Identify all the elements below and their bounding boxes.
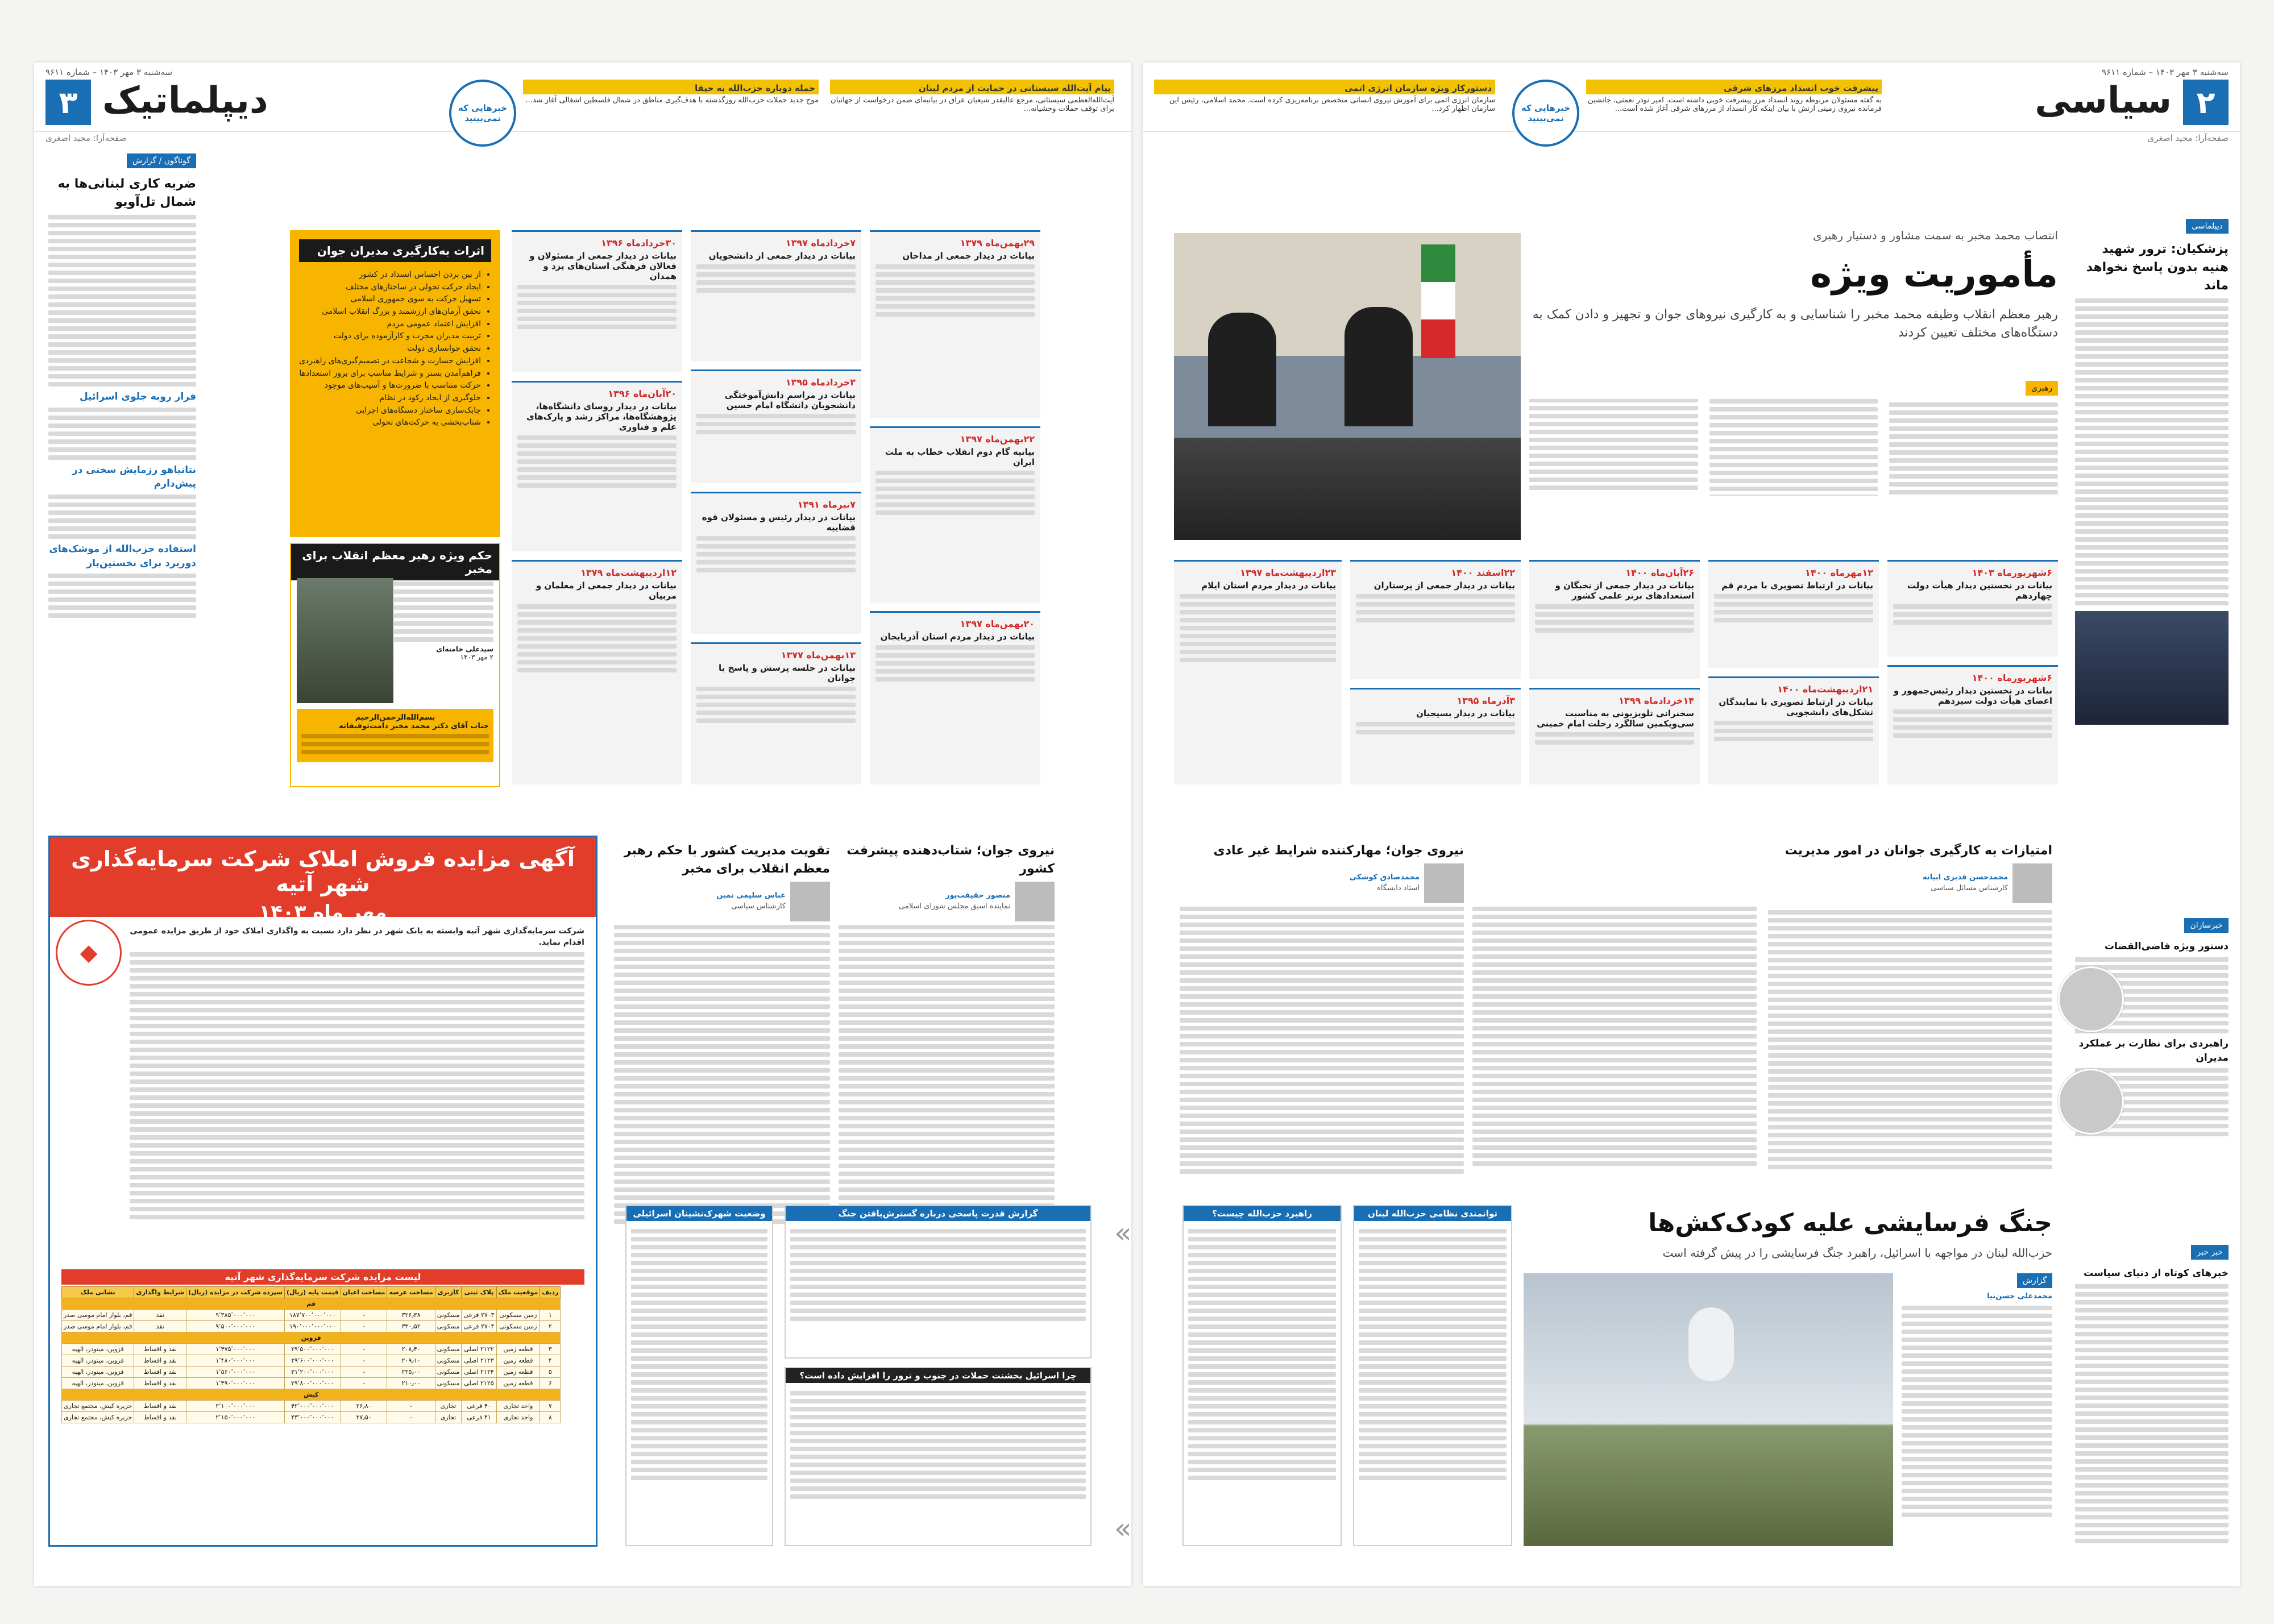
timeline-item: ۲۹بهمن‌ماه ۱۳۷۹ بیانات در دیدار جمعی از مداحان bbox=[870, 230, 1040, 418]
hidden-news-stamp: خبرهایی که نمی‌بینید bbox=[449, 80, 516, 147]
table-cell: مسکونی bbox=[435, 1310, 462, 1321]
table-row bbox=[62, 1412, 561, 1423]
opinion-title: نیروی جوان؛ شتاب‌دهنده پیشرفت کشور bbox=[846, 844, 1055, 876]
author-role: نماینده اسبق مجلس شورای اسلامی bbox=[898, 902, 1010, 911]
table-cell: جزیره کیش، مجتمع تجاری bbox=[62, 1412, 134, 1423]
table-cell: ۲۱۰٫۰۰ bbox=[387, 1378, 435, 1389]
table-cell: زمین مسکونی bbox=[496, 1310, 540, 1321]
sidebar-kicker: دیپلماسی bbox=[2186, 219, 2229, 234]
table-cell: ۲۱۲۵ اصلی bbox=[462, 1378, 496, 1389]
table-cell: جزیره کیش، مجتمع تجاری bbox=[62, 1401, 134, 1412]
list-item: • تحقق آرمان‌های ارزشمند و بزرگ انقلاب اسلامی bbox=[299, 306, 481, 318]
main-kicker: رهبری bbox=[2026, 381, 2058, 396]
table-row bbox=[62, 1355, 561, 1367]
teaser-sistani: پیام آیت‌الله سیستانی در حمایت از مردم لبنان آیت‌الله‌العظمی سیستانی، مرجع عالیقدر شیعیان عراق در بیانیه‌ای ضمن درخواست از جهانیان برای توقف حملات وحشیانه... bbox=[830, 80, 1114, 128]
timeline-item: ۲۰آبان‌ماه ۱۳۹۶ بیانات در دیدار روسای دانشگاه‌ها، پژوهشگاه‌ها، مراکز رشد و پارک‌های علم و فناوری bbox=[512, 381, 682, 551]
table-cell: ۳۱٬۲۰۰٬۰۰۰٬۰۰۰ bbox=[284, 1367, 341, 1378]
table-cell: ۶ bbox=[540, 1378, 561, 1389]
ad-subtitle: مهر ماه ۱۴۰۳ bbox=[259, 901, 387, 924]
table-cell: ۲۹٬۶۰۰٬۰۰۰٬۰۰۰ bbox=[284, 1355, 341, 1367]
table-header-cell: پلاک ثبتی bbox=[462, 1287, 496, 1298]
timeline-item: ۲۰بهمن‌ماه ۱۳۹۷ بیانات در دیدار مردم استان آذربایجان bbox=[870, 611, 1040, 784]
table-cell: زمین مسکونی bbox=[496, 1321, 540, 1332]
table-cell: ۴۰ فرعی bbox=[462, 1401, 496, 1412]
table-cell: - bbox=[341, 1321, 387, 1332]
author-role: کارشناس سیاسی bbox=[731, 902, 786, 911]
table-cell: - bbox=[341, 1355, 387, 1367]
table-cell: قطعه زمین bbox=[496, 1344, 540, 1355]
table-cell: ۲٬۱۰۰٬۰۰۰٬۰۰۰ bbox=[186, 1401, 285, 1412]
table-cell: قطعه زمین bbox=[496, 1378, 540, 1389]
table-cell: نقد و اقساط bbox=[134, 1344, 186, 1355]
sidebar-body bbox=[48, 215, 196, 387]
table-cell: ۲۹٬۵۰۰٬۰۰۰٬۰۰۰ bbox=[284, 1344, 341, 1355]
author-name: عباس سلیمی نمین bbox=[716, 891, 786, 900]
list-item: • افزایش اعتماد عمومی مردم bbox=[299, 318, 481, 331]
table-cell: مسکونی bbox=[435, 1378, 462, 1389]
table-cell: نقد و اقساط bbox=[134, 1367, 186, 1378]
table-cell: نقد و اقساط bbox=[134, 1412, 186, 1423]
table-header-cell: ردیف bbox=[540, 1287, 561, 1298]
table-header-cell: نشانی ملک bbox=[62, 1287, 134, 1298]
signature: سیدعلی خامنه‌ای bbox=[436, 645, 493, 653]
sidebar-headline: پزشکیان: ترور شهید هنیه بدون پاسخ نخواهد ماند bbox=[2086, 242, 2229, 293]
auction-ad bbox=[48, 836, 597, 1547]
table-cell: ۲۱۲۴ اصلی bbox=[462, 1367, 496, 1378]
list-item: • شتاب‌بخشی به حرکت‌های تحولی bbox=[299, 417, 481, 429]
table-row bbox=[62, 1321, 561, 1332]
feature-kicker: گزارش bbox=[2017, 1273, 2052, 1288]
table-cell: ۱٬۵۶۰٬۰۰۰٬۰۰۰ bbox=[186, 1367, 285, 1378]
table-cell: ۹٬۵۰۰٬۰۰۰٬۰۰۰ bbox=[186, 1321, 285, 1332]
table-header-cell: کاربری bbox=[435, 1287, 462, 1298]
table-cell: ۱٬۴۸۰٬۰۰۰٬۰۰۰ bbox=[186, 1355, 285, 1367]
table-cell: ۲۲۵٫۰۰ bbox=[387, 1367, 435, 1378]
table-cell: قم، بلوار امام موسی صدر bbox=[62, 1310, 134, 1321]
decree-photo bbox=[297, 578, 393, 703]
ad-table-title: لیست مزایده شرکت سرمایه‌گذاری شهر آتیه bbox=[61, 1269, 584, 1285]
main-overtitle: انتصاب محمد مخبر به سمت مشاور و دستیار رهبری bbox=[1813, 229, 2058, 242]
list-item: • حرکت متناسب با ضرورت‌ها و آسیب‌های موجود bbox=[299, 380, 481, 392]
page-number: ۲ bbox=[2183, 80, 2229, 125]
opinion-title: نیروی جوان؛ مهارکننده شرایط غیر عادی bbox=[1213, 844, 1464, 858]
feature-subtitle: حزب‌الله لبنان در مواجهه با اسرائیل، راهبرد جنگ فرسایشی را در پیش گرفته است bbox=[1662, 1245, 2052, 1260]
leader-meeting-photo bbox=[1174, 233, 1521, 540]
right-sidebar-news bbox=[2075, 1245, 2229, 1546]
table-row bbox=[62, 1344, 561, 1355]
page-number: ۳ bbox=[45, 80, 91, 125]
sidebar-sub1: فرار روبه جلوی اسرائیل bbox=[80, 391, 196, 403]
table-cell: ۵ bbox=[540, 1367, 561, 1378]
young-managers-list bbox=[299, 269, 481, 429]
table-cell: نقد و اقساط bbox=[134, 1401, 186, 1412]
timeline-item: ۶شهریورماه ۱۴۰۳ بیانات در نخستین دیدار هیأت دولت چهاردهم bbox=[1887, 560, 2058, 657]
list-item: • جلوگیری از ایجاد رکود در نظام bbox=[299, 392, 481, 405]
ad-body bbox=[130, 925, 584, 1266]
table-row bbox=[62, 1310, 561, 1321]
table-cell: ۳۳۰٫۵۲ bbox=[387, 1321, 435, 1332]
table-cell: قطعه زمین bbox=[496, 1355, 540, 1367]
opinion-young-force bbox=[1180, 838, 1464, 1208]
chevron-left-icon: « bbox=[1114, 1512, 1132, 1545]
table-group-row bbox=[62, 1298, 561, 1310]
person-photo bbox=[2058, 966, 2124, 1032]
feature-author: محمدعلی حسن‌نیا bbox=[1987, 1292, 2052, 1301]
table-cell: ۷ bbox=[540, 1401, 561, 1412]
main-story-body bbox=[1529, 381, 2058, 546]
table-cell: ۱۸۷٬۷۰۰٬۰۰۰٬۰۰۰ bbox=[284, 1310, 341, 1321]
dateline: سه‌شنبه ۳ مهر ۱۴۰۳ – شماره ۹۶۱۱ bbox=[45, 67, 173, 77]
opinion-title: امتیازات به کارگیری جوانان در امور مدیریت bbox=[1785, 844, 2052, 858]
list-item: • افزایش جسارت و شجاعت در تصمیم‌گیری‌های راهبردی bbox=[299, 355, 481, 368]
sidebar-kicker-2: خبرسازان bbox=[2184, 918, 2229, 933]
page-2-header bbox=[1143, 63, 2240, 132]
ad-title: آگهی مزایده فروش املاک شرکت سرمایه‌گذاری شهر آتیه bbox=[71, 846, 575, 896]
table-cell: قزوین، مینودر، الهیه bbox=[62, 1344, 134, 1355]
table-header-cell: سپرده شرکت در مزایده (ریال) bbox=[186, 1287, 285, 1298]
flag bbox=[1421, 244, 1455, 358]
sidebar-sub3: استفاده حزب‌الله از موشک‌های دوربرد برای نخستین‌بار bbox=[49, 543, 196, 569]
list-item: • تحقق جوانسازی دولت bbox=[299, 343, 481, 355]
timeline-item: ۷تیرماه ۱۳۹۱ بیانات در دیدار رئیس و مسئولان قوه قضاییه bbox=[691, 492, 861, 634]
table-group-label: قم bbox=[62, 1298, 561, 1310]
company-logo: ◆ bbox=[56, 920, 122, 986]
auction-table bbox=[61, 1286, 561, 1423]
table-cell: واحد تجاری bbox=[496, 1412, 540, 1423]
opinion-title: تقویت مدیریت کشور با حکم رهبر معظم انقلاب برای مخبر bbox=[624, 844, 830, 876]
table-cell: ۲۰۸٫۴۰ bbox=[387, 1344, 435, 1355]
table-header-cell: موقعیت ملک bbox=[496, 1287, 540, 1298]
list-item: • فراهم‌آمدن بستر و شرایط مناسب برای بروز استعدادها bbox=[299, 368, 481, 380]
young-managers-title: اثرات به‌کارگیری مدیران جوان bbox=[299, 239, 491, 262]
table-cell: ۱ bbox=[540, 1310, 561, 1321]
teaser-atomic: دستورکار ویژه سازمان انرژی اتمی سازمان انرژی اتمی برای آموزش نیروی انسانی متخصص برنامه‌ریزی کرده است. محمد اسلامی، رئیس این سازمان اظهار کرد... bbox=[1154, 80, 1495, 128]
author-photo bbox=[1424, 863, 1464, 903]
table-cell: ۱٬۴۹۰٬۰۰۰٬۰۰۰ bbox=[186, 1378, 285, 1389]
opinion-young bbox=[839, 838, 1055, 1248]
feature-headline: جنگ فرسایشی علیه کودک‌کش‌ها bbox=[1648, 1208, 2052, 1237]
decree-addressee: جناب آقای دکتر محمد مخبر دامت‌توفیقاته bbox=[339, 722, 489, 730]
table-cell: ۲۰۹٫۱۰ bbox=[387, 1355, 435, 1367]
table-cell: ۸ bbox=[540, 1412, 561, 1423]
table-header-cell: شرایط واگذاری bbox=[134, 1287, 186, 1298]
table-cell: قزوین، مینودر، الهیه bbox=[62, 1378, 134, 1389]
table-cell: مسکونی bbox=[435, 1355, 462, 1367]
table-cell: - bbox=[341, 1367, 387, 1378]
author-name: محمدصادق کوشکی bbox=[1349, 873, 1420, 882]
timeline-item: ۲۳اردیبهشت‌ماه ۱۳۹۷ بیانات در دیدار مردم استان ایلام bbox=[1174, 560, 1342, 784]
table-cell: - bbox=[341, 1344, 387, 1355]
table-cell: - bbox=[341, 1310, 387, 1321]
list-item: • تسهیل حرکت به سوی جمهوری اسلامی bbox=[299, 293, 481, 306]
table-cell: نقد bbox=[134, 1321, 186, 1332]
table-group-label: قزوین bbox=[62, 1332, 561, 1344]
timeline-item: ۲۲اسفند ۱۴۰۰ بیانات در دیدار جمعی از پرستاران bbox=[1350, 560, 1521, 679]
layout-credit: صفحه‌آرا: مجید اصغری bbox=[2147, 133, 2229, 143]
box-south-attacks: چرا اسرائیل بخشنت حملات در جنوب و ترور را افزایش داده است؟ bbox=[785, 1367, 1092, 1546]
table-cell: مسکونی bbox=[435, 1321, 462, 1332]
table-cell: تجاری bbox=[435, 1412, 462, 1423]
teaser-borders: پیشرفت خوب انسداد مرزهای شرقی به گفته مسئولان مربوطه روند انسداد مرز پیشرفت خوبی داشته است. امیر نوذر نعمتی، جانشین فرمانده نیروی زمینی ارتش با بیان اینکه کار انسداد از مرزهای شرقی آغاز شده است... bbox=[1586, 80, 1882, 128]
decree-box bbox=[290, 543, 500, 787]
table-cell: ۲٬۱۵۰٬۰۰۰٬۰۰۰ bbox=[186, 1412, 285, 1423]
teaser-haifa: حمله دوباره حزب‌الله به حیفا موج جدید حملات حزب‌الله روزگذشته با هدف‌گیری مناطق در شمال فلسطین اشغالی آغاز شد... bbox=[523, 80, 819, 128]
table-cell: نقد و اقساط bbox=[134, 1378, 186, 1389]
table-cell: نقد bbox=[134, 1310, 186, 1321]
author-role: کارشناس مسائل سیاسی bbox=[1931, 883, 2008, 892]
author-photo bbox=[2012, 863, 2052, 903]
table-cell: ۲۱۲۳ اصلی bbox=[462, 1355, 496, 1367]
timeline-item: ۳خردادماه ۱۳۹۵ بیانات در مراسم دانش‌آموختگی دانشجویان دانشگاه امام حسین bbox=[691, 369, 861, 483]
table-group-row bbox=[62, 1389, 561, 1401]
table-cell: ۳ bbox=[540, 1344, 561, 1355]
table-cell: تجاری bbox=[435, 1401, 462, 1412]
timeline-item: ۲۶آبان‌ماه ۱۴۰۰ بیانات در دیدار جمعی از نخبگان و استعدادهای برتر علمی کشور bbox=[1529, 560, 1700, 679]
author-name: محمدحسن قدیری ابیانه bbox=[1922, 873, 2008, 882]
dateline: سه‌شنبه ۳ مهر ۱۴۰۳ – شماره ۹۶۱۱ bbox=[2101, 67, 2229, 77]
brief-title: خبرهای کوتاه از دنیای سیاست bbox=[2084, 1268, 2229, 1280]
table-row bbox=[62, 1401, 561, 1412]
brief-title: راهبردی برای نظارت بر عملکرد مدیران bbox=[2078, 1037, 2229, 1064]
table-cell: ۹٬۳۸۵٬۰۰۰٬۰۰۰ bbox=[186, 1310, 285, 1321]
table-row bbox=[62, 1367, 561, 1378]
list-item: • تربیت مدیران مجرب و کارآزموده برای دولت bbox=[299, 330, 481, 343]
table-cell: مسکونی bbox=[435, 1344, 462, 1355]
table-header-cell: مساحت اعیان bbox=[341, 1287, 387, 1298]
table-cell: - bbox=[387, 1401, 435, 1412]
left-sidebar bbox=[48, 153, 196, 784]
table-cell: ۲۹٬۸۰۰٬۰۰۰٬۰۰۰ bbox=[284, 1378, 341, 1389]
timeline-item: ۱۲اردیبهشت‌ماه ۱۳۷۹ بیانات در دیدار جمعی از معلمان و مربیان bbox=[512, 560, 682, 784]
author-name: منصور حقیقت‌پور bbox=[945, 891, 1010, 900]
decree-salutation: بسم‌الله‌الرحمن‌الرحیم bbox=[355, 713, 435, 722]
timeline-item: ۱۴خردادماه ۱۳۹۹ سخنرانی تلویزیونی به مناسبت سی‌ویکمین سالگرد رحلت امام خمینی bbox=[1529, 688, 1700, 784]
brief-title: دستور ویژه قاضی‌القضات bbox=[2104, 941, 2229, 953]
table-cell: ۴۲٬۰۰۰٬۰۰۰٬۰۰۰ bbox=[284, 1401, 341, 1412]
sidebar-kicker: گوناگون / گزارش bbox=[127, 153, 196, 168]
young-managers-box bbox=[290, 230, 500, 537]
table-row bbox=[62, 1378, 561, 1389]
table-cell: قزوین، مینودر، الهیه bbox=[62, 1355, 134, 1367]
opinion-management bbox=[1472, 838, 2052, 1208]
box-settlers: وضعیت شهرک‌نشینان اسرائیلی bbox=[625, 1205, 773, 1546]
list-item: • چابک‌سازی ساختار دستگاه‌های اجرایی bbox=[299, 405, 481, 417]
timeline-item: ۷خردادماه ۱۳۹۷ بیانات در دیدار جمعی از دانشجویان bbox=[691, 230, 861, 361]
section-brand: سیاسی bbox=[2035, 80, 2172, 122]
person-photo bbox=[2058, 1069, 2124, 1135]
hidden-news-stamp: خبرهایی که نمی‌بینید bbox=[1512, 80, 1579, 147]
table-cell: واحد تجاری bbox=[496, 1401, 540, 1412]
main-headline: مأموریت ویژه bbox=[1810, 254, 2058, 296]
timeline-item: ۲۱اردیبهشت‌ماه ۱۴۰۰ بیانات در ارتباط تصویری با نمایندگان تشکل‌های دانشجویی bbox=[1708, 676, 1879, 784]
timeline-item: ۱۲مهرماه ۱۴۰۰ بیانات در ارتباط تصویری با مردم قم bbox=[1708, 560, 1879, 668]
ad-intro: شرکت سرمایه‌گذاری شهر آتیه وابسته به بانک شهر در نظر دارد نسبت به واگذاری املاک خود از طریق مزایده عمومی اقدام نماید. bbox=[130, 927, 584, 948]
table-cell: ۲۷٫۵۰ bbox=[341, 1412, 387, 1423]
table-cell: ۲۷۰۳ فرعی bbox=[462, 1310, 496, 1321]
timeline-item: ۱۳بهمن‌ماه ۱۳۷۷ بیانات در جلسه پرسش و پاسخ با جوانان bbox=[691, 642, 861, 784]
signature-date: ۲ مهر ۱۴۰۳ bbox=[460, 653, 493, 661]
timeline-item: ۶شهریورماه ۱۴۰۰ بیانات در نخستین دیدار رئیس‌جمهور و اعضای هیأت دولت سیزدهم bbox=[1887, 665, 2058, 784]
table-cell: ۳۲۶٫۳۸ bbox=[387, 1310, 435, 1321]
list-item: • ایجاد حرکت تحولی در ساختارهای مختلف bbox=[299, 281, 481, 294]
table-cell: ۲۷۰۴ فرعی bbox=[462, 1321, 496, 1332]
table-cell: ۲ bbox=[540, 1321, 561, 1332]
author-photo bbox=[790, 882, 830, 921]
table-header-cell: مساحت عرصه bbox=[387, 1287, 435, 1298]
list-item: • از بین بردن احساس انسداد در کشور bbox=[299, 269, 481, 281]
table-cell: ۲۶٫۸۰ bbox=[341, 1401, 387, 1412]
table-cell: - bbox=[341, 1378, 387, 1389]
author-photo bbox=[1015, 882, 1055, 921]
table-cell: - bbox=[387, 1412, 435, 1423]
table-cell: نقد و اقساط bbox=[134, 1355, 186, 1367]
opinion-mokhber bbox=[614, 838, 830, 1248]
table-cell: ۴۱ فرعی bbox=[462, 1412, 496, 1423]
table-header-cell: قیمت پایه (ریال) bbox=[284, 1287, 341, 1298]
main-subtitle: رهبر معظم انقلاب وظیفه محمد مخبر را شناسایی و به کارگیری نیروهای جوان و تجهیز و دادن کمک به دستگاه‌های مختلف تعیین کردند bbox=[1532, 307, 2058, 340]
smoke-photo bbox=[1524, 1273, 1893, 1546]
box-hezbollah-strategy: راهبرد حزب‌الله چیست؟ bbox=[1182, 1205, 1342, 1546]
table-cell: ۱٬۴۷۵٬۰۰۰٬۰۰۰ bbox=[186, 1344, 285, 1355]
table-cell: ۴۳٬۰۰۰٬۰۰۰٬۰۰۰ bbox=[284, 1412, 341, 1423]
sidebar-headline: ضربه کاری لبنانی‌ها به شمال تل‌آویو bbox=[57, 177, 196, 210]
table-cell: ۴ bbox=[540, 1355, 561, 1367]
section-brand: دیپلماتیک bbox=[102, 80, 268, 122]
sidebar-sub2: نتانیاهو رزمایش سخنی در پیش‌دارم bbox=[72, 464, 196, 490]
sidebar-photo bbox=[2075, 611, 2229, 725]
main-story-header bbox=[1529, 227, 2058, 375]
table-group-label: کیش bbox=[62, 1389, 561, 1401]
chevron-left-icon: « bbox=[1114, 1216, 1132, 1249]
page-3-header bbox=[34, 63, 1131, 132]
right-sidebar bbox=[2075, 219, 2229, 816]
table-group-row bbox=[62, 1332, 561, 1344]
decree-title: حکم ویژه رهبر معظم انقلاب برای مخبر bbox=[291, 544, 499, 580]
timeline-item: ۳آذرماه ۱۳۹۵ بیانات در دیدار بسیجیان bbox=[1350, 688, 1521, 784]
feature-header bbox=[1524, 1205, 2052, 1268]
table-cell: قم، بلوار امام موسی صدر bbox=[62, 1321, 134, 1332]
table-cell: ۱۹۰٬۰۰۰٬۰۰۰٬۰۰۰ bbox=[284, 1321, 341, 1332]
box-war-report: گزارش قدرت پاسخی درباره گسترش‌یافتن جنگ bbox=[785, 1205, 1092, 1359]
author-role: استاد دانشگاه bbox=[1377, 883, 1420, 892]
layout-credit: صفحه‌آرا: مجید اصغری bbox=[45, 133, 127, 143]
feature-body bbox=[1902, 1273, 2052, 1546]
timeline-item: ۳۰خردادماه ۱۳۹۶ بیانات در دیدار جمعی از مسئولان و فعالان فرهنگی استان‌های یزد و همدان bbox=[512, 230, 682, 372]
table-cell: قزوین، مینودر، الهیه bbox=[62, 1367, 134, 1378]
table-cell: مسکونی bbox=[435, 1367, 462, 1378]
sidebar-kicker-3: خبر خبر bbox=[2191, 1245, 2229, 1260]
timeline-item: ۲۲بهمن‌ماه ۱۳۹۷ بیانیه گام دوم انقلاب خطاب به ملت ایران bbox=[870, 426, 1040, 603]
table-cell: قطعه زمین bbox=[496, 1367, 540, 1378]
table-cell: ۲۱۲۲ اصلی bbox=[462, 1344, 496, 1355]
box-military-capability: توانمندی نظامی حزب‌الله لبنان bbox=[1353, 1205, 1512, 1546]
